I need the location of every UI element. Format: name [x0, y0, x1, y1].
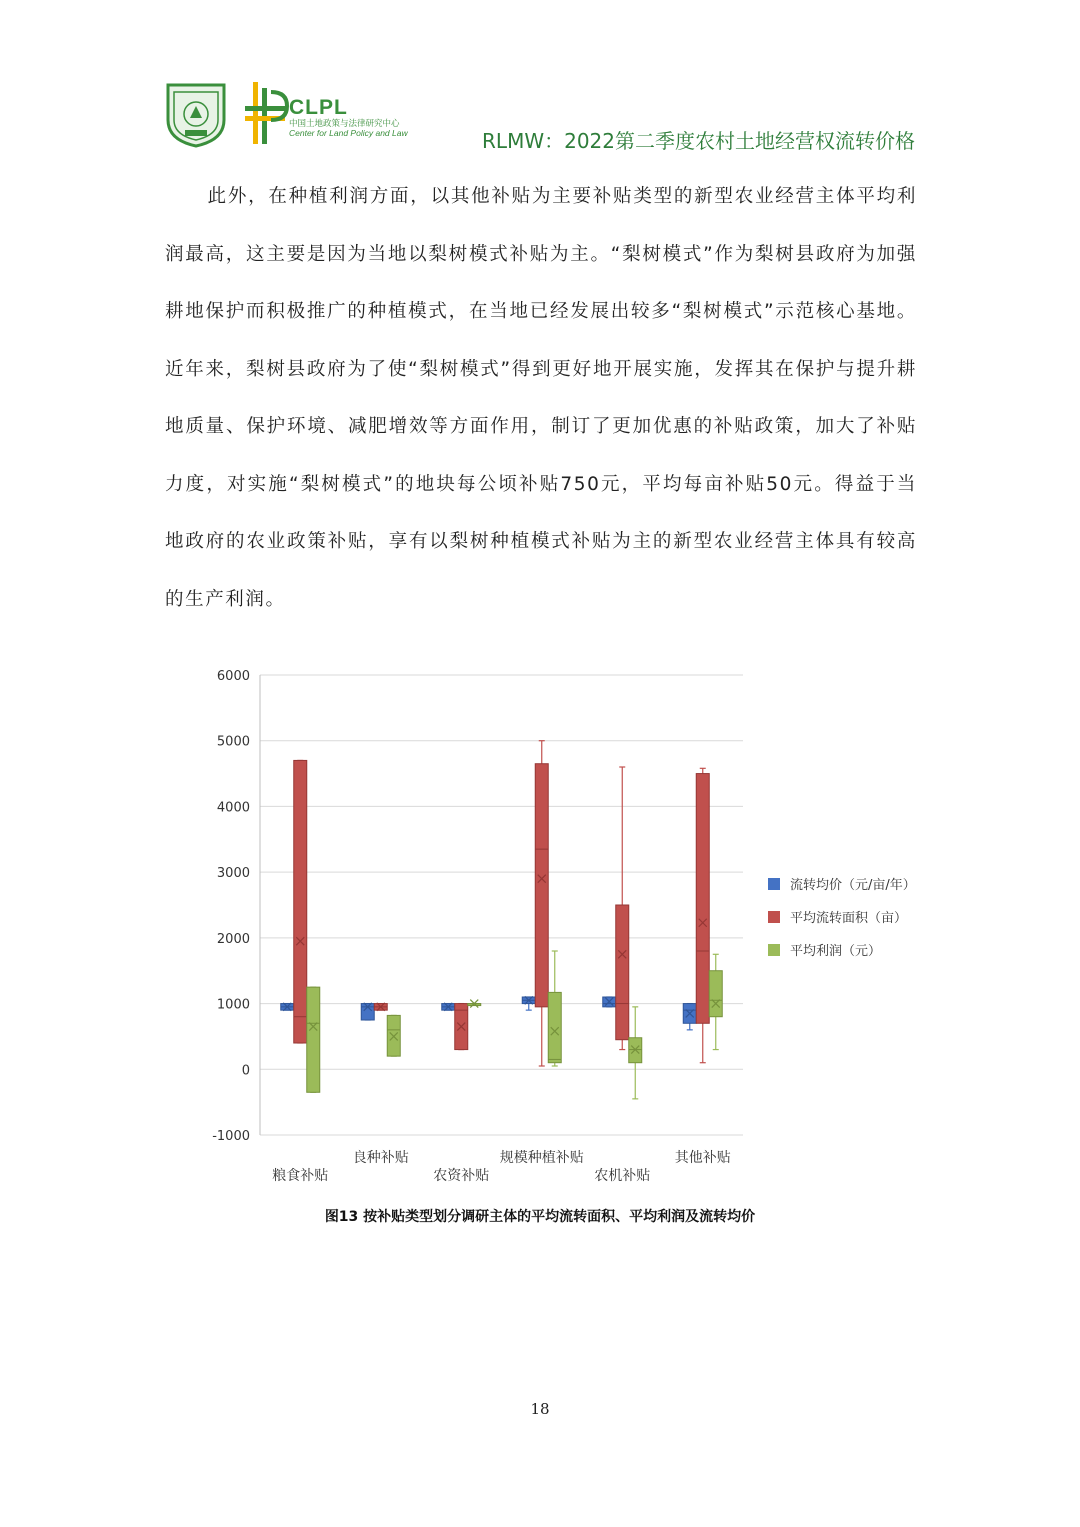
- body-text: [165, 168, 917, 628]
- x-category-label: 规模种植补贴: [499, 1150, 584, 1166]
- x-category-label: 粮食补贴: [272, 1168, 329, 1184]
- legend-swatch: [768, 944, 780, 956]
- x-category-label: 农资补贴: [433, 1168, 490, 1184]
- box: [616, 905, 629, 1040]
- box: [294, 760, 307, 1043]
- x-category-label: 良种补贴: [352, 1150, 409, 1166]
- y-tick-label: 2000: [216, 931, 250, 947]
- box: [709, 971, 722, 1017]
- page-number: 18: [530, 1400, 550, 1418]
- box: [535, 764, 548, 1007]
- boxplot-chart: [200, 660, 960, 1190]
- document-title: RLMW：2022第二季度农村土地经营权流转价格: [482, 129, 915, 153]
- legend-swatch: [768, 911, 780, 923]
- y-tick-label: 4000: [216, 800, 250, 816]
- y-tick-label: 1000: [216, 997, 250, 1013]
- legend-label: 平均利润（元）: [790, 944, 882, 959]
- x-category-label: 农机补贴: [594, 1168, 651, 1184]
- paragraph: 此外，在种植利润方面，以其他补贴为主要补贴类型的新型农业经营主体平均利润最高，这主要是因为当地以梨树模式补贴为主。“梨树模式”作为梨树县政府为加强耕地保护而积极推广的种植模式，在当地已经发展出较多“梨树模式”示范核心基地。近年来，梨树县政府为了使“梨树模式”得到更好地开展实施，发挥其在保护与提升耕地质量、保护环境、减肥增效等方面作用，制订了更加优惠的补贴政策，加大了补贴力度，对实施“梨树模式”的地块每公顷补贴750元，平均每亩补贴50元。得益于当地政府的农业政策补贴，享有以梨树种植模式补贴为主的新型农业经营主体具有较高的生产利润。: [165, 186, 917, 610]
- y-tick-label: 5000: [216, 734, 250, 750]
- x-category-label: 其他补贴: [674, 1150, 731, 1166]
- y-tick-label: 0: [241, 1063, 250, 1079]
- clpl-title: CLPL: [289, 96, 348, 119]
- box: [696, 774, 709, 1024]
- figure-caption: 图13 按补贴类型划分调研主体的平均流转面积、平均利润及流转均价: [324, 1209, 756, 1225]
- y-tick-label: -1000: [212, 1129, 250, 1144]
- page-header: [0, 0, 1080, 160]
- legend-label: 流转均价（元/亩/年）: [790, 878, 916, 893]
- clpl-chinese-name: 中国土地政策与法律研究中心: [289, 118, 400, 128]
- y-tick-label: 6000: [216, 669, 250, 684]
- clpl-english-name: Center for Land Policy and Law: [289, 128, 408, 138]
- legend-swatch: [768, 878, 780, 890]
- box: [548, 992, 561, 1062]
- box: [307, 987, 320, 1092]
- university-logo: [163, 80, 229, 148]
- y-tick-label: 3000: [216, 866, 250, 882]
- legend-label: 平均流转面积（亩）: [790, 911, 908, 926]
